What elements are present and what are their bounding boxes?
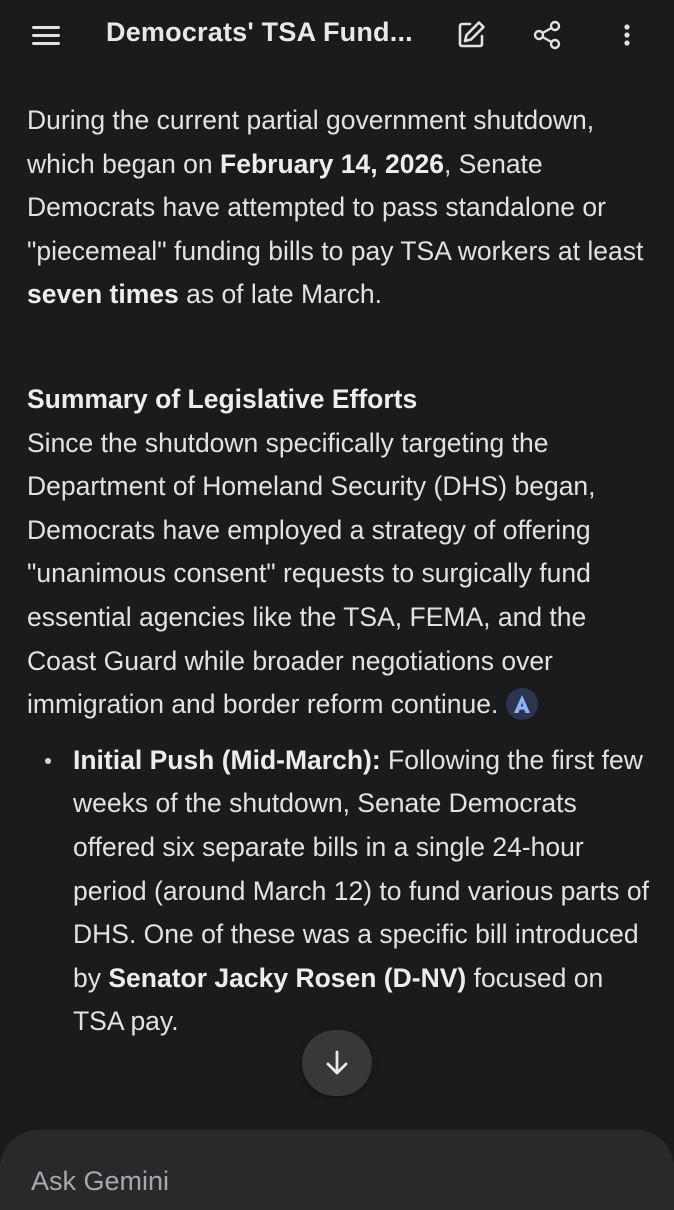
conversation-title[interactable]: Democrats' TSA Fund...: [106, 17, 413, 47]
intro-date: February 14, 2026: [220, 148, 444, 179]
bullet-list: [27, 739, 652, 1044]
edit-icon[interactable]: [451, 15, 491, 55]
share-icon[interactable]: [527, 15, 567, 55]
scroll-to-bottom-button[interactable]: [302, 1030, 372, 1096]
intro-count: seven times: [27, 279, 179, 310]
section-heading: Summary of Legislative Efforts: [27, 383, 418, 414]
bullet-label: Initial Push (Mid-March):: [73, 744, 381, 775]
bullet-senator: Senator Jacky Rosen (D-NV): [108, 962, 467, 993]
more-vert-icon[interactable]: [607, 15, 647, 55]
intro-paragraph: [27, 99, 652, 317]
intro-text: During the current partial government shutdown, which began on: [27, 105, 595, 179]
list-item: [27, 739, 652, 1044]
ask-gemini-placeholder[interactable]: Ask Gemini: [31, 1166, 170, 1196]
bullet-text: Following the first few weeks of the shutdown, Senate Democrats offered six separate bills in a single 24-hour period (around March 12) to fund various parts of DHS. One of these was a specific bill introduced by: [73, 744, 649, 993]
menu-icon[interactable]: [26, 15, 66, 55]
ask-gemini-bar[interactable]: [0, 1130, 674, 1210]
arrow-down-icon: [322, 1048, 352, 1078]
source-a-icon: [510, 692, 534, 716]
top-app-bar: [0, 0, 674, 72]
section-paragraph-text: Since the shutdown specifically targeting the Department of Homeland Security (DHS) began, Democrats have employed a strategy of offering "unanimous consent" requests to surgically fund essential agencies like the TSA, FEMA, and the Coast Guard while broader negotiations over immigration and border reform continue.: [27, 427, 596, 720]
response-content: [27, 99, 652, 1044]
bullet-text: focused on TSA pay.: [73, 962, 604, 1037]
section-paragraph: [27, 422, 652, 727]
source-chip[interactable]: [506, 688, 538, 720]
bullet-dot: [45, 758, 51, 764]
intro-text: as of late March.: [178, 279, 382, 310]
intro-text: , Senate Democrats have attempted to pass standalone or "piecemeal" funding bills to pay TSA workers at least: [27, 148, 644, 266]
